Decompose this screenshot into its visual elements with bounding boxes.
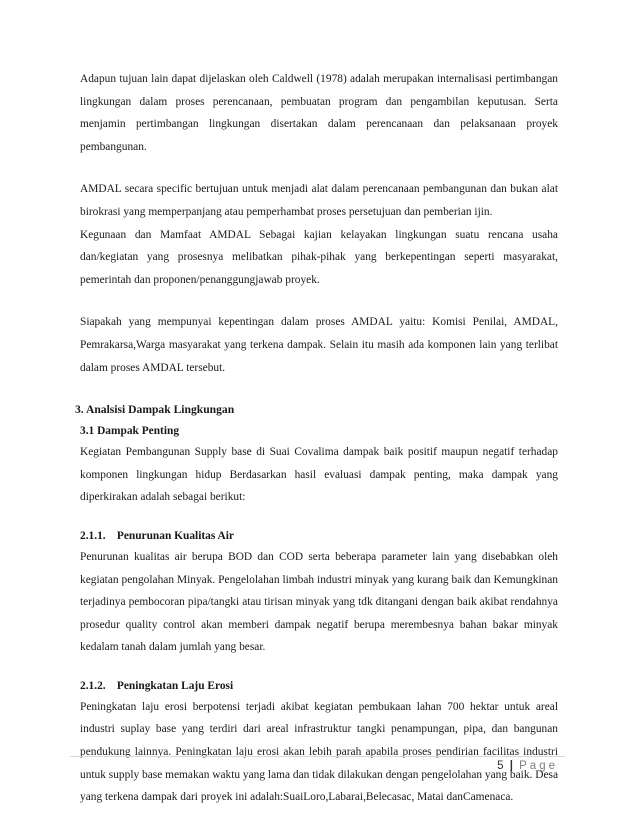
section-2-1-2-title: Peningkatan Laju Erosi — [116, 679, 234, 692]
paragraph-stakeholders: Siapakah yang mempunyai kepentingan dalam proses AMDAL yaitu: Komisi Penilai, AMDAL, Pemrakarsa,Warga masyarakat yang terkena dampak. Selain itu masih ada komponen lain yang terlibat dalam proses AMDAL tersebut. — [80, 316, 558, 374]
paragraph-amdal-benefits: Kegunaan dan Mamfaat AMDAL Sebagai kajian kelayakan lingkungan suatu rencana usaha dan/kegiatan yang prosesnya melibatkan pihak-pihak yang berkepentingan seperti masyarakat, pemerintah dan proponen/penanggungjawab proyek. — [80, 228, 558, 286]
section-2-1-2-heading — [80, 676, 558, 696]
paragraph-caldwell: Adapun tujuan lain dapat dijelaskan oleh Caldwell (1978) adalah merupakan internalisasi pertimbangan lingkungan dalam proses perencanaan, pembuatan program dan pengambilan keputusan. Serta menjamin pertimbangan lingkungan disertakan dalam perencanaan dan pelaksanaan proyek pembangunan. — [80, 73, 558, 153]
paragraph-amdal-purpose: AMDAL secara specific bertujuan untuk menjadi alat dalam perencanaan pembangunan dan bukan alat birokrasi yang memperpanjang atau pemperhambat proses persetujuan dan pemberian ijin. — [80, 183, 558, 218]
spacer — [80, 291, 558, 311]
footer-separator: | — [509, 760, 513, 772]
page-label: Page — [519, 760, 558, 772]
spacer — [80, 158, 558, 178]
section-2-1-1-text: Penurunan kualitas air berupa BOD dan COD serta beberapa parameter lain yang disebabkan oleh kegiatan pengolahan Minyak. Pengelolahan limbah industri minyak yang kurang baik dan Kemungkinan terjadinya pembocoran pipa/tangki atau tirisan minyak yang tdk ditangani dengan baik akibat rendahnya prosedur quality control akan memberi dampak negatif berupa merembesnya bahan bakar minyak kedalam tanah dalam jumlah yang besar. — [80, 550, 558, 654]
section-3-1-text: Kegiatan Pembangunan Supply base di Suai Covalima dampak baik positif maupun negatif terhadap komponen lingkungan hidup Berdasarkan hasil evaluasi dampak penting, maka dampak yang diperkirakan adalah sebagai berikut: — [80, 446, 558, 504]
spacer — [80, 379, 558, 399]
spacer — [80, 509, 558, 526]
section-2-1-1-title: Penurunan Kualitas Air — [116, 529, 234, 542]
section-2-1-2-text: Peningkatan laju erosi berpotensi terjadi akibat kegiatan pembukaan lahan 700 hektar untuk areal industri suplay base yang terdiri dari areal infrastruktur tangki penampungan, pipa, dan bangunan pendukung lainnya. Peningkatan laju erosi akan lebih parah apabila proses pendirian facilitas industri untuk supply base memakan waktu yang lama dan tidak dilakukan dengan pengelolahan yang baik. Desa yang terkena dampak dari proyek ini adalah:SuaiLoro,Labarai,Belecasac, Matai danCamenaca. — [80, 700, 558, 804]
page-footer — [497, 760, 558, 772]
section-3-heading: 3. Analsisi Dampak Lingkungan — [75, 403, 235, 417]
section-2-1-1-number: 2.1.1. — [80, 529, 106, 542]
spacer — [80, 659, 558, 676]
section-2-1-1-heading — [80, 526, 558, 546]
page-content — [75, 68, 558, 809]
section-2-1-2-number: 2.1.2. — [80, 679, 106, 692]
footer-divider — [70, 756, 565, 757]
section-3-1-heading: 3.1 Dampak Penting — [80, 425, 180, 438]
page-number: 5 — [497, 760, 504, 772]
